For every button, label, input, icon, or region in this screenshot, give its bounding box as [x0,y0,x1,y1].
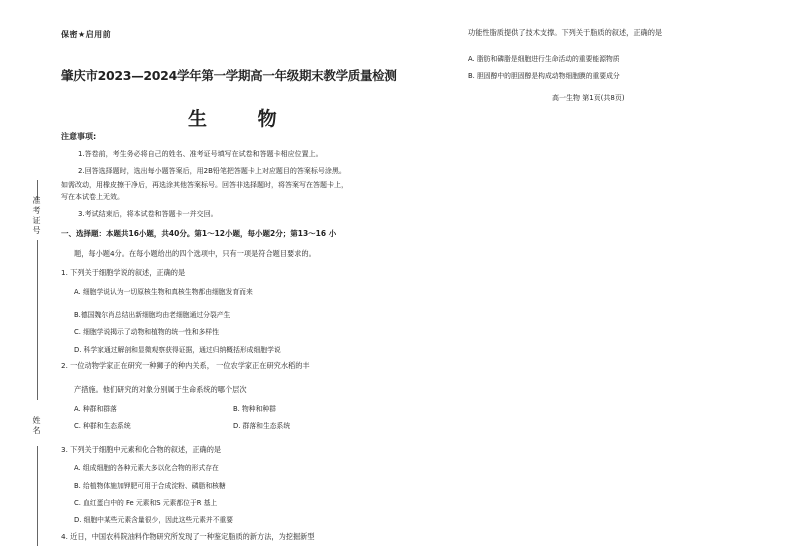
section-instructions: 题，每小题4分。在每小题给出的四个选项中，只有一项是符合题目要求的。 [74,249,316,258]
binding-margin [0,0,56,551]
question-stem: 1. 下列关于细胞学说的叙述，正确的是 [61,268,186,277]
option-b: B. 给植物体施加钾肥可用于合成淀粉、磷脂和核糖 [74,482,226,490]
option-a: A. 脂肪和磷脂是细胞进行生命活动的重要能源物质 [468,55,620,63]
question-stem-cont: 功能性脂质提供了技术支撑。下列关于脂质的叙述，正确的是 [468,28,663,37]
question-stem-cont: 产措施。他们研究的对象分别属于生命系统的哪个层次 [74,385,247,394]
name-label: 姓名 [32,416,41,436]
option-c: C. 种群和生态系统 [74,422,131,430]
option-d: D. 细胞中某些元素含量很少，因此这些元素并不重要 [74,516,234,524]
page-footer: 高一生物 第1页(共8页) [552,94,625,102]
confidential-label: 保密★启用前 [61,30,112,39]
note-item: 1.答卷前，考生务必将自己的姓名、准考证号填写在试卷和答题卡相应位置上。 [78,150,323,158]
notes-heading: 注意事项: [61,132,97,141]
option-d: D. 群落和生态系统 [233,422,291,430]
note-item: 2.回答选择题时，选出每小题答案后，用2B铅笔把答题卡上对应题目的答案标号涂黑。 [78,167,346,175]
question-stem: 3. 下列关于细胞中元素和化合物的叙述，正确的是 [61,445,222,454]
option-a: A. 组成细胞的各种元素大多以化合物的形式存在 [74,464,219,472]
note-item: 写在本试卷上无效。 [61,193,124,201]
subject-title: 生 物 [188,108,299,130]
question-stem: 4. 近日，中国农科院油料作物研究所发现了一种鉴定脂质的新方法，为挖掘新型 [61,532,315,541]
question-stem: 2. 一位动物学家正在研究一种狮子的种内关系， 一位农学家正在研究水稻的丰 [61,361,310,370]
ticket-number-label: 准考证号 [32,196,41,236]
option-b: B.德国魏尔肖总结出新细胞均由老细胞通过分裂产生 [74,311,231,319]
option-d: D. 科学家通过解剖和显微观察获得证据，通过归纳概括形成细胞学说 [74,346,281,354]
note-item: 3.考试结束后，将本试卷和答题卡一并交回。 [78,210,218,218]
option-b: B. 胆固醇中的胆固醇是构成动物细胞膜的重要成分 [468,72,620,80]
option-a: A. 种群和群落 [74,405,117,413]
option-a: A. 细胞学说认为一切原核生物和真核生物都由细胞发育而来 [74,288,253,296]
option-c: C. 细胞学说揭示了动物和植物的统一性和多样性 [74,328,220,336]
margin-line [37,446,38,546]
section-heading: 一、选择题：本题共16小题，共40分。第1～12小题，每小题2分；第13～16 小 [61,229,337,238]
note-item: 如需改动，用橡皮擦干净后，再选涂其他答案标号。回答非选择题时，将答案写在答题卡上， [61,181,348,189]
option-c: C. 血红蛋白中的 Fe 元素和S 元素都位于R 基上 [74,499,218,507]
option-b: B. 物种和种群 [233,405,276,413]
margin-line [37,240,38,400]
exam-title: 肇庆市2023—2024学年第一学期高一年级期末教学质量检测 [61,68,397,83]
